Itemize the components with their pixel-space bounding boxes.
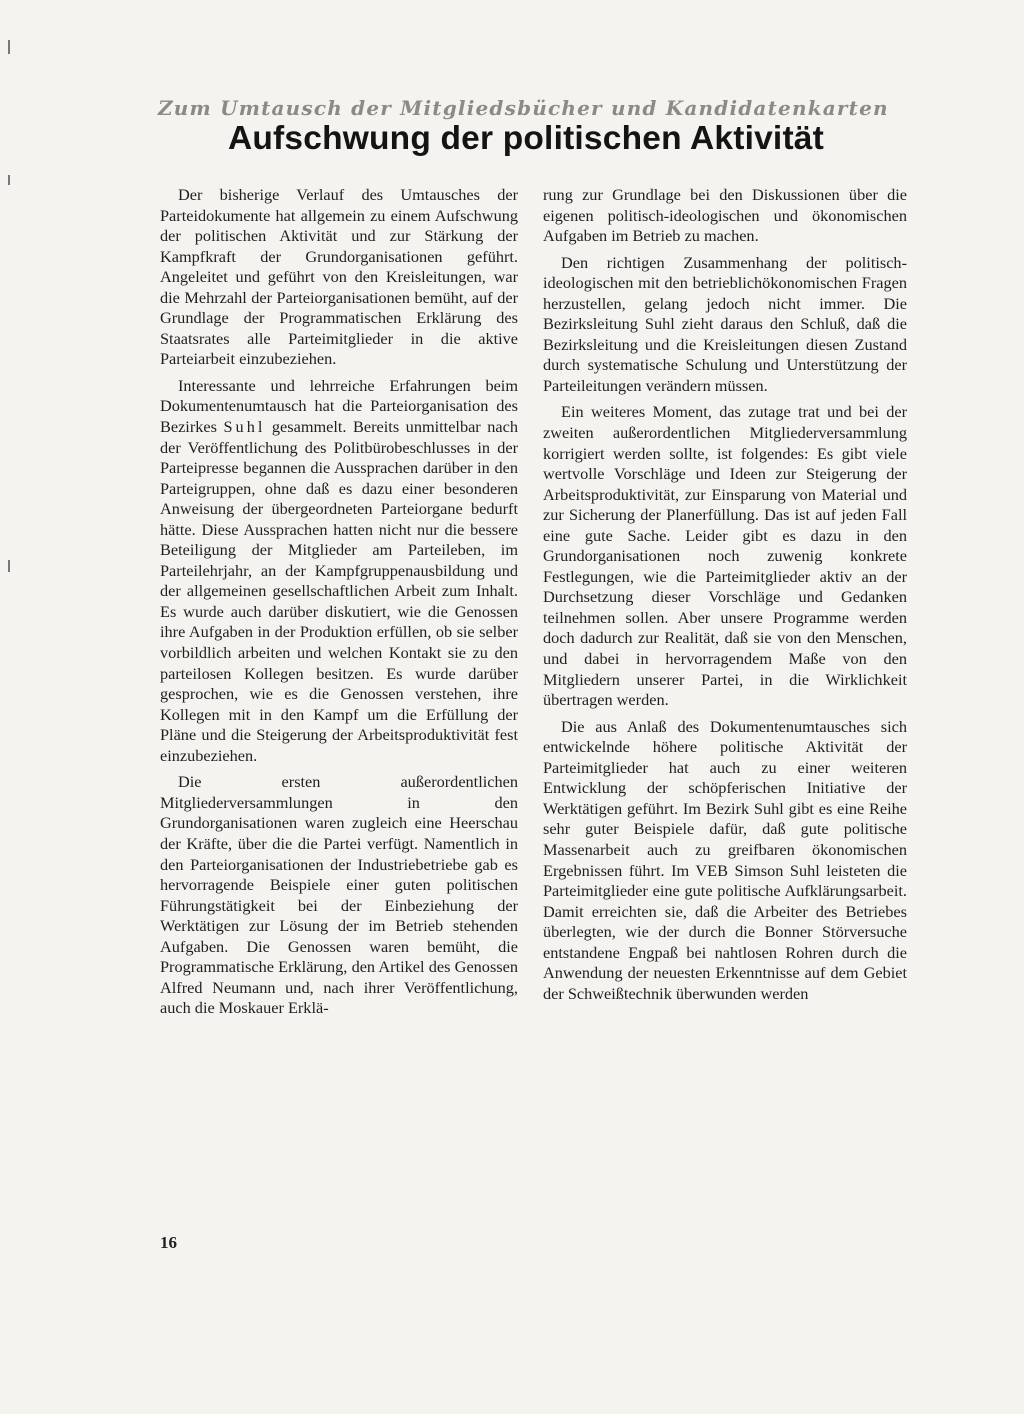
spaced-place-name: Suhl — [223, 417, 266, 437]
article-headline: Aufschwung der politischen Aktivität — [228, 120, 824, 157]
paragraph: Den richtigen Zusammenhang der politisch-ideologischen mit den betrieblichökonomischen Fragen herzustellen, gelang jedoch nicht immer. Die Bezirksleitung Suhl zieht daraus den Schluß, daß die Bezirksleitung und die Kreisleitungen diesen Zustand durch systematische Schulung und Unterstützung der Parteileitungen verändern müssen. — [543, 252, 907, 395]
paragraph-text: gesammelt. Bereits unmittelbar nach der Veröffentlichung des Politbürobeschlusses in der Parteipresse begannen die Aussprachen darüber in den Parteigruppen, ohne daß es dazu einer besonderen Anweisung der übergeordneten Parteiorgane bedurft hätte. Diese Aussprachen hatten nicht nur die bessere Beteiligung der Mitglieder am Parteileben, im Parteilehrjahr, an der Kampfgruppenausbildung und der allgemeinen gesellschaftlichen Arbeit zum Inhalt. Es wurde auch darüber diskutiert, wie die Genossen ihre Aufgaben in der Produktion erfüllen, ob sie selber vorbildlich arbeiten und welchen Kontakt sie zu den parteilosen Kollegen besitzen. Es wurde darüber gesprochen, wie es die Genossen verstehen, ihre Kollegen mit in den Kampf um die Erfüllung der Pläne und die Steigerung der Arbeitsproduktivität fest einzubeziehen. — [160, 417, 518, 765]
scan-edge-mark — [8, 175, 10, 185]
paragraph: rung zur Grundlage bei den Diskussionen über die eigenen politisch-ideologischen und ökonomischen Aufgaben im Betrieb zu machen. — [543, 185, 907, 246]
scan-edge-mark — [8, 560, 10, 572]
article-kicker: Zum Umtausch der Mitgliedsbücher und Kandidatenkarten — [158, 96, 889, 120]
paragraph — [160, 376, 518, 766]
left-text-column — [160, 185, 518, 1025]
paragraph: Der bisherige Verlauf des Umtausches der Parteidokumente hat allgemein zu einem Aufschwung der politischen Aktivität und zur Stärkung der Kampfkraft der Grundorganisationen geführt. Angeleitet und geführt von den Kreisleitungen, war die Mehrzahl der Parteiorganisationen bemüht, auf der Grundlage der Programmatischen Erklärung des Staatsrates alle Parteimitglieder in die aktive Parteiarbeit einzubeziehen. — [160, 185, 518, 369]
paragraph: Die aus Anlaß des Dokumentenumtausches sich entwickelnde höhere politische Aktivität der Parteimitglieder hat auch zu einer weiteren Entwicklung der schöpferischen Initiative der Werktätigen geführt. Im Bezirk Suhl gibt es eine Reihe sehr guter Beispiele dafür, daß gute politische Massenarbeit auch zu greifbaren ökonomischen Ergebnissen führt. Im VEB Simson Suhl leisteten die Parteimitglieder eine gute politische Aufklärungsarbeit. Damit erreichten sie, daß die Arbeiter des Betriebes überlegten, wie der durch die Bonner Störversuche entstandene Engpaß bei nahtlosen Rohren durch die Anwendung der neuesten Erkenntnisse auf dem Gebiet der Schweißtechnik überwunden werden — [543, 716, 907, 1003]
right-text-column — [543, 185, 907, 1010]
paragraph-text: Interessante und lehrreiche Erfahrungen beim Dokumentenumtausch hat die Parteiorganisation des Bezirkes — [160, 375, 518, 437]
page-number: 16 — [160, 1233, 177, 1252]
paragraph: Ein weiteres Moment, das zutage trat und bei der zweiten außerordentlichen Mitgliederversammlung korrigiert werden sollte, ist folgendes: Es gibt viele wertvolle Vorschläge und Ideen zur Steigerung der Arbeitsproduktivität, zur Einsparung von Material und zur Sicherung der Planerfüllung. Das ist auf jeden Fall eine gute Sache. Leider gibt es dazu in den Grundorganisationen noch zuwenig konkrete Festlegungen, wie die Parteimitglieder aktiv an der Durchsetzung dieser Vorschläge und Gedanken teilnehmen sollen. Aber unsere Programme werden doch dadurch zur Realität, daß sie von den Menschen, und dabei in hervorragendem Maße von den Mitgliedern unserer Partei, in die Wirklichkeit übertragen werden. — [543, 402, 907, 710]
scan-edge-mark — [8, 40, 10, 54]
paragraph: Die ersten außerordentlichen Mitgliederversammlungen in den Grundorganisationen waren zugleich eine Heerschau der Kräfte, über die die Partei verfügt. Namentlich in den Parteiorganisationen der Industriebetriebe gab es hervorragende Beispiele einer guten politischen Führungstätigkeit bei der Einbeziehung der Werktätigen zur Lösung der im Betrieb stehenden Aufgaben. Die Genossen waren bemüht, die Programmatische Erklärung, den Artikel des Genossen Alfred Neumann und, nach ihrer Veröffentlichung, auch die Moskauer Erklä- — [160, 772, 518, 1018]
